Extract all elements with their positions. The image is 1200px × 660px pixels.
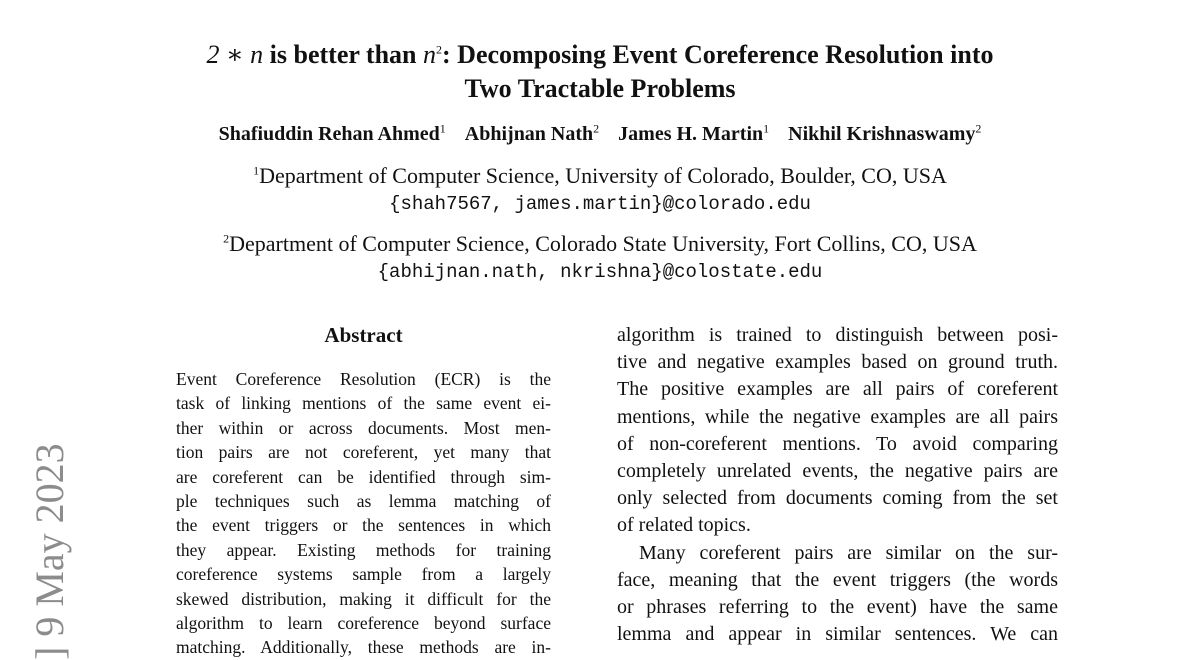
- abstract-line: Event Coreference Resolution (ECR) is the: [176, 369, 551, 389]
- affiliation-mark: 1: [253, 163, 260, 178]
- abstract-line: coreference systems sample from a largely: [176, 564, 551, 585]
- affiliation-email: {abhijnan.nath, nkrishna}@colostate.edu: [377, 261, 823, 283]
- title-line-2: Two Tractable Problems: [464, 74, 736, 103]
- abstract-line: matching. Additionally, these methods are in-: [176, 637, 551, 658]
- title-text-a: is better than: [269, 40, 417, 69]
- body-line: of related topics.: [617, 514, 751, 537]
- title-math-sup: 2: [436, 42, 443, 57]
- abstract-line: the event triggers or the sentences in which: [176, 515, 551, 536]
- body-column-right: [617, 322, 1058, 648]
- abstract-line: are coreferent can be identified through sim-: [176, 466, 551, 487]
- body-line: face, meaning that the event triggers (the words: [617, 568, 1058, 591]
- author: [788, 123, 981, 145]
- affiliation-text: Department of Computer Science, University of Colorado, Boulder, CO, USA: [259, 163, 947, 188]
- title-math-prefix: 2 ∗ n: [206, 40, 264, 69]
- author-affil-mark: 2: [593, 121, 600, 136]
- body-line: tive and negative examples based on ground truth.: [617, 351, 1058, 374]
- body-line: mentions, while the negative examples are all pairs: [617, 405, 1058, 428]
- body-line: Many coreferent pairs are similar on the sur-: [639, 541, 1058, 564]
- abstract-line: skewed distribution, making it difficult for the: [176, 588, 551, 609]
- abstract-line: they appear. Existing methods for training: [176, 539, 551, 560]
- author-affil-mark: 1: [763, 121, 770, 136]
- author-affil-mark: 1: [439, 121, 446, 136]
- body-line: completely unrelated events, the negative pairs are: [617, 459, 1058, 482]
- body-line: of non-coreferent mentions. To avoid comparing: [617, 432, 1058, 455]
- abstract-line: algorithm to learn coreference beyond surface: [176, 612, 551, 633]
- affiliation-email: {shah7567, james.martin}@colorado.edu: [389, 193, 811, 215]
- abstract-line: task of linking mentions of the same event ei-: [176, 393, 551, 414]
- arxiv-side-stamp: ] 9 May 2023: [27, 443, 72, 660]
- author-name: Shafiuddin Rehan Ahmed: [218, 123, 440, 145]
- title-math-n: n: [423, 40, 437, 69]
- author: [618, 123, 769, 145]
- affiliation: [60, 230, 1140, 286]
- body-line: The positive examples are all pairs of coreferent: [617, 378, 1058, 401]
- affiliation-text: Department of Computer Science, Colorado State University, Fort Collins, CO, USA: [229, 231, 977, 256]
- author-list: [60, 120, 1140, 148]
- abstract-line: ther within or across documents. Most men-: [176, 417, 551, 438]
- body-line: lemma and appear in similar sentences. We can: [617, 623, 1058, 646]
- author: [219, 123, 446, 145]
- affiliation: [60, 162, 1140, 218]
- body-line: or phrases referring to the event) have the same: [617, 595, 1058, 618]
- title-text-b: : Decomposing Event Coreference Resolution into: [442, 40, 994, 69]
- author-name: Abhijnan Nath: [464, 123, 594, 145]
- author-name: Nikhil Krishnaswamy: [788, 123, 976, 145]
- abstract-line: ple techniques such as lemma matching of: [176, 490, 551, 511]
- body-line: algorithm is trained to distinguish between posi-: [617, 324, 1058, 346]
- paper-title: [120, 38, 1080, 106]
- abstract-body: [176, 367, 551, 660]
- abstract-line: tion pairs are not coreferent, yet many that: [176, 442, 551, 463]
- affiliation-mark: 2: [223, 231, 230, 246]
- abstract-heading: Abstract: [324, 323, 403, 347]
- body-line: only selected from documents coming from the set: [617, 487, 1058, 510]
- author: [465, 123, 599, 145]
- author-name: James H. Martin: [618, 123, 764, 145]
- author-affil-mark: 2: [975, 121, 982, 136]
